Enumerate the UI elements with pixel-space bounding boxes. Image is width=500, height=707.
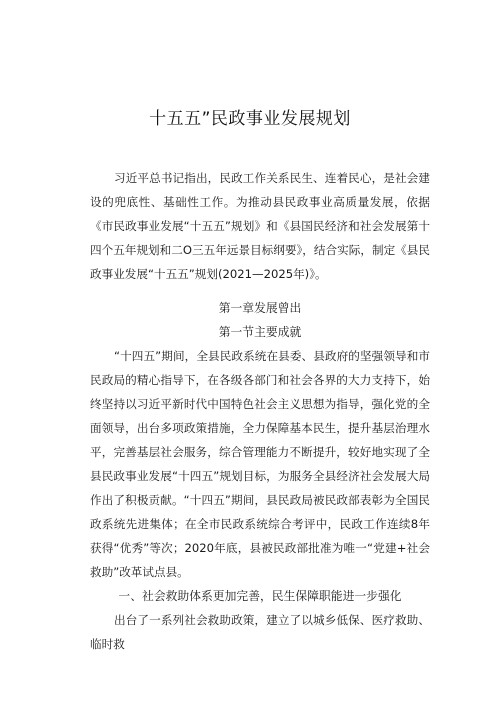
chapter-section: [90, 296, 430, 656]
intro-section: [90, 166, 430, 286]
achievement-paragraph: “十四五”期间，全县民政系统在县委、县政府的坚强领导和市民政局的精心指导下，在各级各部门和社会各界的大力支持下，始终坚持以习近平新时代中国特色社会主义思想为指导，强化党的全面领导，出台多项政策措施，全力保障基本民生，提升基层治理水平，完善基层社会服务，综合管理能力不断提升，较好地实现了全县民政事业发展“十四五”规划目标，为服务全县经济社会发展大局作出了积极贡献。“十四五”期间，县民政局被民政部表彰为全国民政系统先进集体；在全市民政系统综合考评中，民政工作连续8年获得“优秀”等次；2020年底，县被民政部批准为唯一“党建+社会救助”改革试点县。: [90, 349, 430, 579]
subsection-heading: 一、社会救助体系更加完善，民生保障职能进一步强化: [118, 589, 402, 603]
subsection-paragraph: 出台了一系列社会救助政策，建立了以城乡低保、医疗救助、临时救: [90, 613, 430, 651]
document-title: 十五五”民政事业发展规划: [149, 109, 351, 129]
intro-paragraph: 习近平总书记指出，民政工作关系民生、连着民心，是社会建设的兜底性、基础性工作。为推动县民政事业高质量发展，依据《市民政事业发展“十五五”规划》和《县国民经济和社会发展第十四个五年规划和二O三五年远景目标纲要》，结合实际，制定《县民政事业发展“十五五”规划(2021—2025年)》。: [90, 171, 430, 281]
section-heading: 第一节主要成就: [218, 325, 302, 339]
chapter-heading: 第一章发展曾出: [218, 301, 302, 315]
